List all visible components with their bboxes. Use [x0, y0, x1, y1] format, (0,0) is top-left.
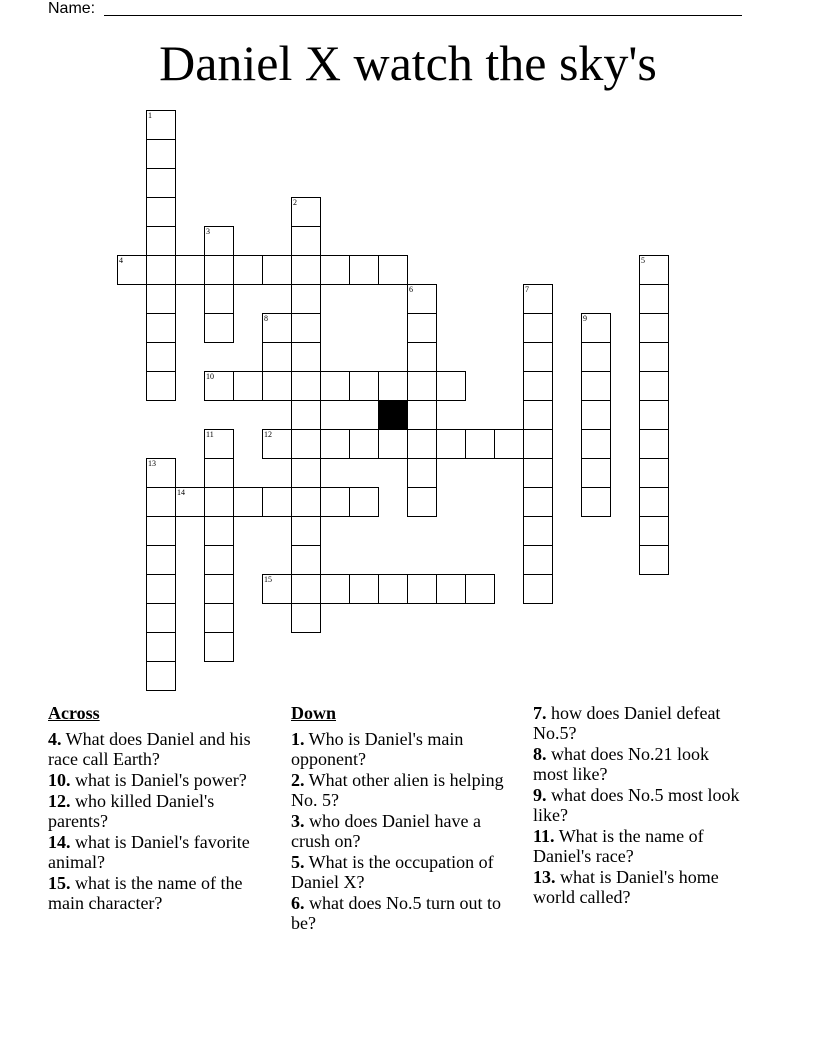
clue-number: 1.: [291, 729, 305, 749]
grid-cell[interactable]: [146, 371, 176, 401]
grid-cell[interactable]: [291, 458, 321, 488]
cell-number: 15: [264, 575, 272, 584]
grid-cell[interactable]: [262, 574, 292, 604]
clue-number: 14.: [48, 832, 71, 852]
grid-cell[interactable]: [291, 226, 321, 256]
cell-number: 6: [409, 285, 413, 294]
clue-item: [533, 785, 748, 825]
clue-number: 12.: [48, 791, 71, 811]
grid-cell[interactable]: [291, 545, 321, 575]
grid-cell[interactable]: [291, 197, 321, 227]
grid-cell[interactable]: [581, 429, 611, 459]
grid-cell[interactable]: [378, 429, 408, 459]
clues-down: [291, 703, 506, 934]
clue-item: [533, 744, 748, 784]
grid-cell[interactable]: [146, 110, 176, 140]
grid-cell[interactable]: [204, 516, 234, 546]
grid-cell[interactable]: [262, 313, 292, 343]
clue-text: what is Daniel's power?: [70, 770, 247, 790]
grid-cell[interactable]: [233, 371, 263, 401]
grid-cell[interactable]: [291, 371, 321, 401]
clue-text: what does No.21 look most like?: [533, 744, 709, 784]
grid-cell[interactable]: [291, 516, 321, 546]
clue-text: what is Daniel's home world called?: [533, 867, 719, 907]
grid-cell[interactable]: [465, 574, 495, 604]
grid-cell[interactable]: [204, 603, 234, 633]
clue-item: [48, 770, 258, 790]
grid-cell[interactable]: [407, 429, 437, 459]
grid-cell[interactable]: [291, 400, 321, 430]
grid-cell[interactable]: [378, 371, 408, 401]
grid-cell[interactable]: [262, 487, 292, 517]
grid-cell[interactable]: [204, 284, 234, 314]
grid-cell[interactable]: [581, 458, 611, 488]
cell-number: 5: [641, 256, 645, 265]
grid-cell[interactable]: [436, 429, 466, 459]
cell-number: 1: [148, 111, 152, 120]
name-label: Name:: [48, 0, 96, 17]
grid-cell[interactable]: [639, 255, 669, 285]
clue-number: 11.: [533, 826, 555, 846]
clue-text: what is the name of the main character?: [48, 873, 243, 913]
grid-cell[interactable]: [320, 429, 350, 459]
grid-cell[interactable]: [523, 313, 553, 343]
grid-cell[interactable]: [523, 574, 553, 604]
clue-number: 4.: [48, 729, 62, 749]
grid-cell[interactable]: [639, 400, 669, 430]
grid-cell[interactable]: [465, 429, 495, 459]
grid-cell[interactable]: [204, 429, 234, 459]
grid-cell[interactable]: [291, 284, 321, 314]
grid-cell[interactable]: [320, 574, 350, 604]
grid-cell[interactable]: [146, 168, 176, 198]
grid-cell[interactable]: [175, 487, 205, 517]
grid-cell[interactable]: [523, 284, 553, 314]
grid-cell[interactable]: [146, 603, 176, 633]
grid-cell[interactable]: [233, 255, 263, 285]
clue-number: 5.: [291, 852, 305, 872]
grid-cell[interactable]: [262, 255, 292, 285]
clue-item: [533, 826, 748, 866]
grid-cell[interactable]: [262, 371, 292, 401]
grid-cell[interactable]: [262, 429, 292, 459]
grid-cell[interactable]: [523, 545, 553, 575]
across-heading: Across: [48, 703, 100, 723]
grid-cell[interactable]: [378, 574, 408, 604]
cell-number: 4: [119, 256, 123, 265]
clue-text: Who is Daniel's main opponent?: [291, 729, 464, 769]
grid-cell[interactable]: [117, 255, 147, 285]
grid-cell[interactable]: [581, 313, 611, 343]
grid-cell[interactable]: [291, 487, 321, 517]
cell-number: 11: [206, 430, 214, 439]
grid-cell[interactable]: [523, 516, 553, 546]
grid-cell[interactable]: [320, 371, 350, 401]
cell-number: 2: [293, 198, 297, 207]
cell-number: 8: [264, 314, 268, 323]
grid-cell[interactable]: [436, 574, 466, 604]
clue-number: 9.: [533, 785, 547, 805]
cell-number: 3: [206, 227, 210, 236]
clue-item: [291, 729, 506, 769]
clue-number: 3.: [291, 811, 305, 831]
grid-cell[interactable]: [146, 487, 176, 517]
clue-text: what is Daniel's favorite animal?: [48, 832, 250, 872]
grid-cell[interactable]: [581, 342, 611, 372]
clue-item: [48, 832, 258, 872]
grid-cell[interactable]: [581, 371, 611, 401]
grid-cell[interactable]: [204, 632, 234, 662]
grid-cell[interactable]: [204, 545, 234, 575]
cell-number: 13: [148, 459, 156, 468]
clue-item: [291, 852, 506, 892]
grid-cell[interactable]: [581, 487, 611, 517]
grid-cell[interactable]: [175, 255, 205, 285]
clue-text: what does No.5 most look like?: [533, 785, 740, 825]
grid-cell[interactable]: [639, 487, 669, 517]
page-title: Daniel X watch the sky's: [159, 35, 657, 91]
clue-text: how does Daniel defeat No.5?: [533, 703, 721, 743]
grid-cell[interactable]: [407, 458, 437, 488]
clues-across: [48, 703, 258, 914]
grid-cell[interactable]: [146, 255, 176, 285]
clue-text: who killed Daniel's parents?: [48, 791, 215, 831]
clue-text: who does Daniel have a crush on?: [291, 811, 481, 851]
grid-cell[interactable]: [436, 371, 466, 401]
black-square: [378, 400, 408, 430]
grid-cell[interactable]: [639, 342, 669, 372]
grid-cell[interactable]: [407, 313, 437, 343]
clue-number: 7.: [533, 703, 547, 723]
cell-number: 14: [177, 488, 185, 497]
clue-number: 15.: [48, 873, 71, 893]
grid-cell[interactable]: [320, 255, 350, 285]
clue-text: What is the name of Daniel's race?: [533, 826, 704, 866]
grid-cell[interactable]: [407, 371, 437, 401]
clue-text: What is the occupation of Daniel X?: [291, 852, 494, 892]
clues-down-continued: [533, 703, 748, 908]
clue-item: [291, 893, 506, 933]
grid-cell[interactable]: [146, 342, 176, 372]
grid-cell[interactable]: [262, 342, 292, 372]
clue-item: [533, 867, 748, 907]
grid-cell[interactable]: [204, 487, 234, 517]
grid-cell[interactable]: [639, 429, 669, 459]
down-heading: Down: [291, 703, 337, 723]
grid-cell[interactable]: [407, 342, 437, 372]
clue-text: What does Daniel and his race call Earth?: [48, 729, 251, 769]
cell-number: 10: [206, 372, 214, 381]
grid-cell[interactable]: [146, 284, 176, 314]
grid-cell[interactable]: [639, 313, 669, 343]
grid-cell[interactable]: [291, 574, 321, 604]
clue-number: 8.: [533, 744, 547, 764]
grid-cell[interactable]: [349, 487, 379, 517]
grid-cell[interactable]: [407, 284, 437, 314]
cell-number: 9: [583, 314, 587, 323]
clue-item: [291, 811, 506, 851]
grid-cell[interactable]: [146, 516, 176, 546]
grid-cell[interactable]: [146, 661, 176, 691]
grid-cell[interactable]: [349, 255, 379, 285]
grid-cell[interactable]: [146, 574, 176, 604]
grid-cell[interactable]: [146, 458, 176, 488]
grid-cell[interactable]: [320, 487, 350, 517]
clue-number: 6.: [291, 893, 305, 913]
grid-cell[interactable]: [291, 603, 321, 633]
grid-cell[interactable]: [523, 371, 553, 401]
grid-cell[interactable]: [378, 255, 408, 285]
grid-cell[interactable]: [291, 255, 321, 285]
grid-cell[interactable]: [233, 487, 263, 517]
cell-number: 12: [264, 430, 272, 439]
grid-cell[interactable]: [146, 545, 176, 575]
grid-cell[interactable]: [407, 574, 437, 604]
grid-cell[interactable]: [204, 226, 234, 256]
grid-cell[interactable]: [523, 487, 553, 517]
grid-cell[interactable]: [523, 342, 553, 372]
clue-number: 13.: [533, 867, 556, 887]
grid-cell[interactable]: [639, 458, 669, 488]
grid-cell[interactable]: [494, 429, 524, 459]
grid-cell[interactable]: [204, 371, 234, 401]
grid-cell[interactable]: [204, 255, 234, 285]
clue-item: [48, 791, 258, 831]
grid-cell[interactable]: [146, 197, 176, 227]
grid-cell[interactable]: [349, 429, 379, 459]
clue-number: 2.: [291, 770, 305, 790]
clue-item: [533, 703, 748, 743]
grid-cell[interactable]: [146, 139, 176, 169]
grid-cell[interactable]: [204, 458, 234, 488]
grid-cell[interactable]: [639, 284, 669, 314]
grid-cell[interactable]: [639, 371, 669, 401]
grid-cell[interactable]: [146, 632, 176, 662]
cell-number: 7: [525, 285, 529, 294]
grid-cell[interactable]: [407, 400, 437, 430]
grid-cell[interactable]: [291, 342, 321, 372]
grid-cell[interactable]: [349, 371, 379, 401]
grid-cell[interactable]: [291, 429, 321, 459]
grid-cell[interactable]: [581, 400, 611, 430]
grid-cell[interactable]: [639, 516, 669, 546]
grid-cell[interactable]: [291, 313, 321, 343]
grid-cell[interactable]: [523, 429, 553, 459]
clue-item: [291, 770, 506, 810]
clue-text: what does No.5 turn out to be?: [291, 893, 501, 933]
clue-item: [48, 729, 258, 769]
grid-cell[interactable]: [523, 458, 553, 488]
grid-cell[interactable]: [349, 574, 379, 604]
grid-cell[interactable]: [204, 574, 234, 604]
grid-cell[interactable]: [204, 313, 234, 343]
grid-cell[interactable]: [146, 313, 176, 343]
grid-cell[interactable]: [523, 400, 553, 430]
clue-text: What other alien is helping No. 5?: [291, 770, 504, 810]
grid-cell[interactable]: [407, 487, 437, 517]
clue-number: 10.: [48, 770, 71, 790]
grid-cell[interactable]: [639, 545, 669, 575]
grid-cell[interactable]: [146, 226, 176, 256]
clue-item: [48, 873, 258, 913]
